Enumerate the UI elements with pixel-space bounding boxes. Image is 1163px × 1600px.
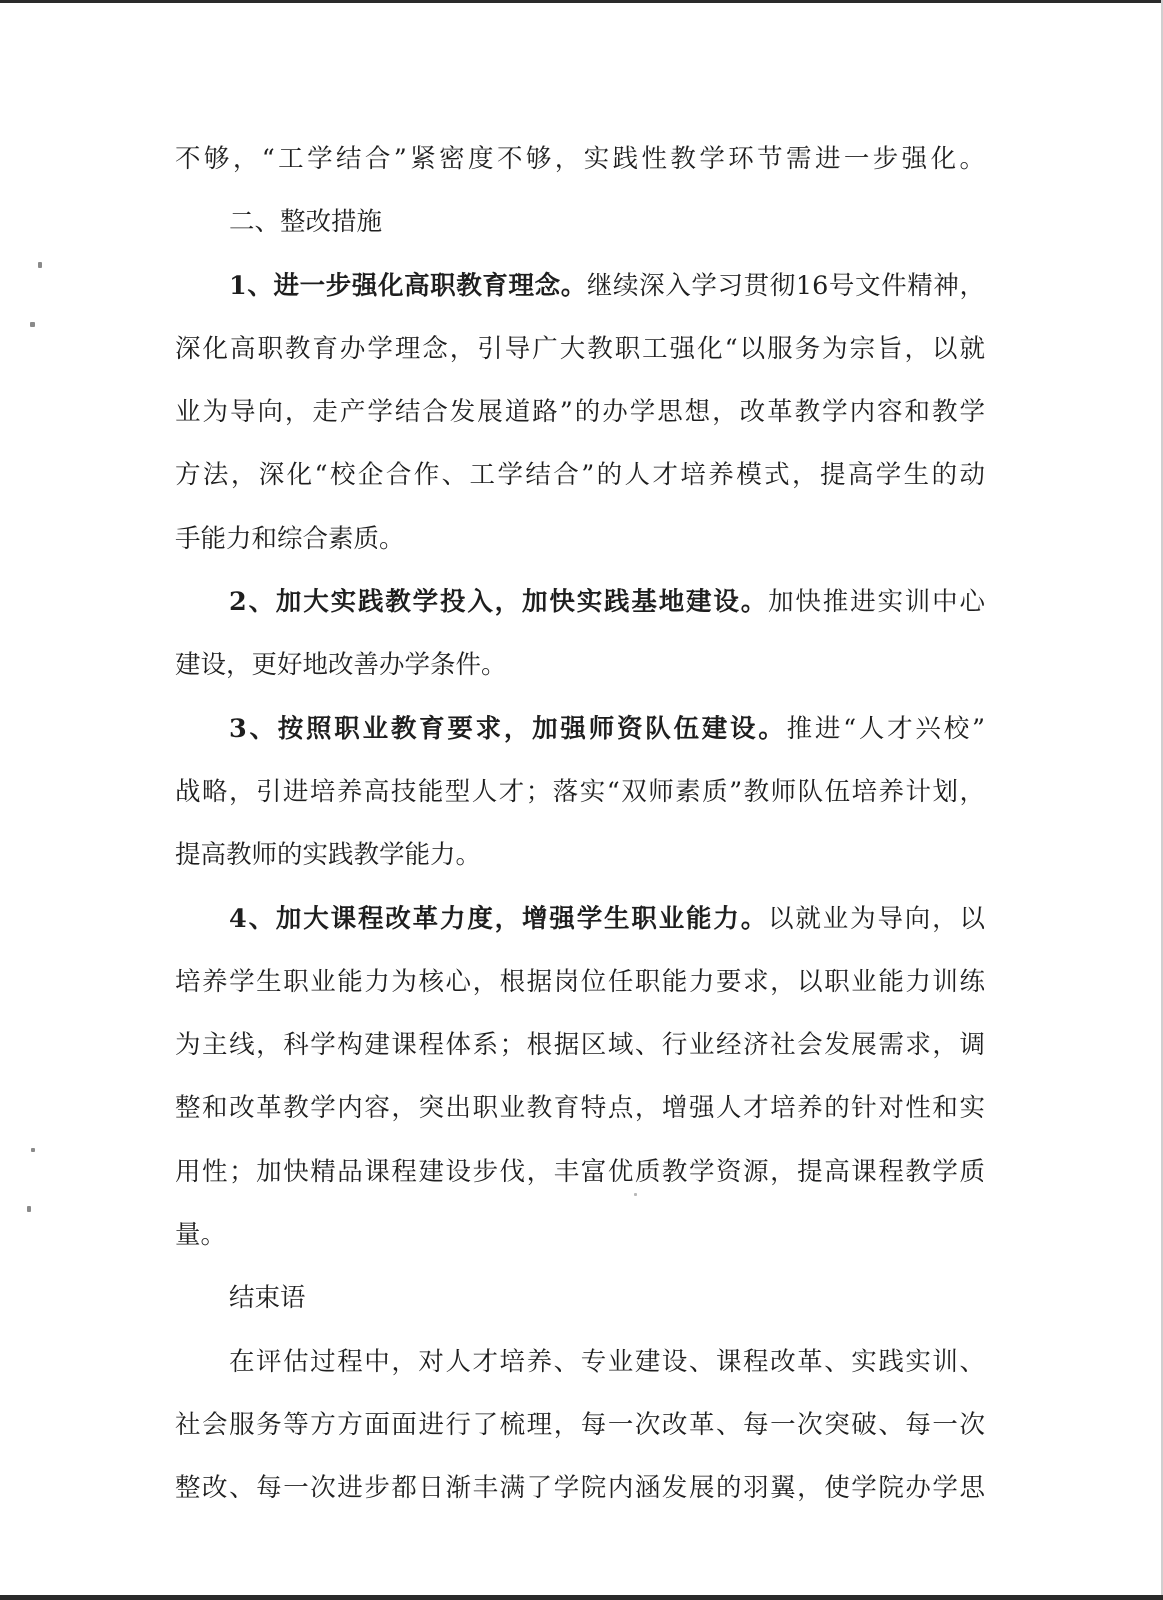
item-heading: 2、加大实践教学投入，加快实践基地建设。 xyxy=(229,587,769,618)
paragraph-line: 1、进一步强化高职教育理念。继续深入学习贯彻16号文件精神， xyxy=(229,270,986,301)
paragraph-line: 战略，引进培养高技能型人才；落实“双师素质”教师队伍培养计划， xyxy=(175,776,985,807)
document-body xyxy=(175,128,985,1521)
paragraph-line: 手能力和综合素质。 xyxy=(175,523,405,554)
paragraph-line: 2、加大实践教学投入，加快实践基地建设。加快推进实训中心 xyxy=(229,587,985,618)
scan-border-top xyxy=(0,0,1163,3)
paragraph-line: 整改、每一次进步都日渐丰满了学院内涵发展的羽翼，使学院办学思 xyxy=(175,1473,985,1504)
paragraph-line: 整和改革教学内容，突出职业教育特点，增强人才培养的针对性和实 xyxy=(175,1093,985,1124)
item-heading: 3、按照职业教育要求，加强师资队伍建设。 xyxy=(229,713,787,744)
paragraph-line: 为主线，科学构建课程体系；根据区域、行业经济社会发展需求，调 xyxy=(175,1030,985,1061)
scan-speck xyxy=(38,262,42,268)
scan-speck xyxy=(27,1206,31,1212)
paragraph-line: 在评估过程中，对人才培养、专业建设、课程改革、实践实训、 xyxy=(229,1346,985,1377)
paragraph-line: 方法，深化“校企合作、工学结合”的人才培养模式，提高学生的动 xyxy=(175,460,985,491)
paragraph-line: 社会服务等方方面面进行了梳理，每一次改革、每一次突破、每一次 xyxy=(175,1409,985,1440)
section-heading: 二、整改措施 xyxy=(229,207,383,238)
paragraph-line: 培养学生职业能力为核心，根据岗位任职能力要求，以职业能力训练 xyxy=(175,966,985,997)
item-heading: 1、进一步强化高职教育理念。 xyxy=(229,270,587,301)
paragraph-line: 4、加大课程改革力度，增强学生职业能力。以就业为导向，以 xyxy=(229,903,985,934)
paragraph-line: 3、按照职业教育要求，加强师资队伍建设。推进“人才兴校” xyxy=(229,713,985,744)
paragraph-line: 不够，“工学结合”紧密度不够，实践性教学环节需进一步强化。 xyxy=(175,144,985,174)
scan-border-bottom xyxy=(0,1595,1163,1600)
scan-speck xyxy=(31,1148,35,1152)
paragraph-line: 提高教师的实践教学能力。 xyxy=(175,840,482,871)
paragraph-line: 业为导向，走产学结合发展道路”的办学思想，改革教学内容和教学 xyxy=(175,397,985,428)
section-heading: 结束语 xyxy=(229,1283,306,1314)
item-heading: 4、加大课程改革力度，增强学生职业能力。 xyxy=(229,903,769,934)
paragraph-line: 量。 xyxy=(175,1220,227,1251)
scan-speck xyxy=(30,322,35,327)
paragraph-line: 深化高职教育办学理念，引导广大教职工强化“以服务为宗旨，以就 xyxy=(175,333,985,364)
paragraph-line: 用性；加快精品课程建设步伐，丰富优质教学资源，提高课程教学质 xyxy=(175,1156,985,1187)
paragraph-line: 建设，更好地改善办学条件。 xyxy=(175,650,507,681)
